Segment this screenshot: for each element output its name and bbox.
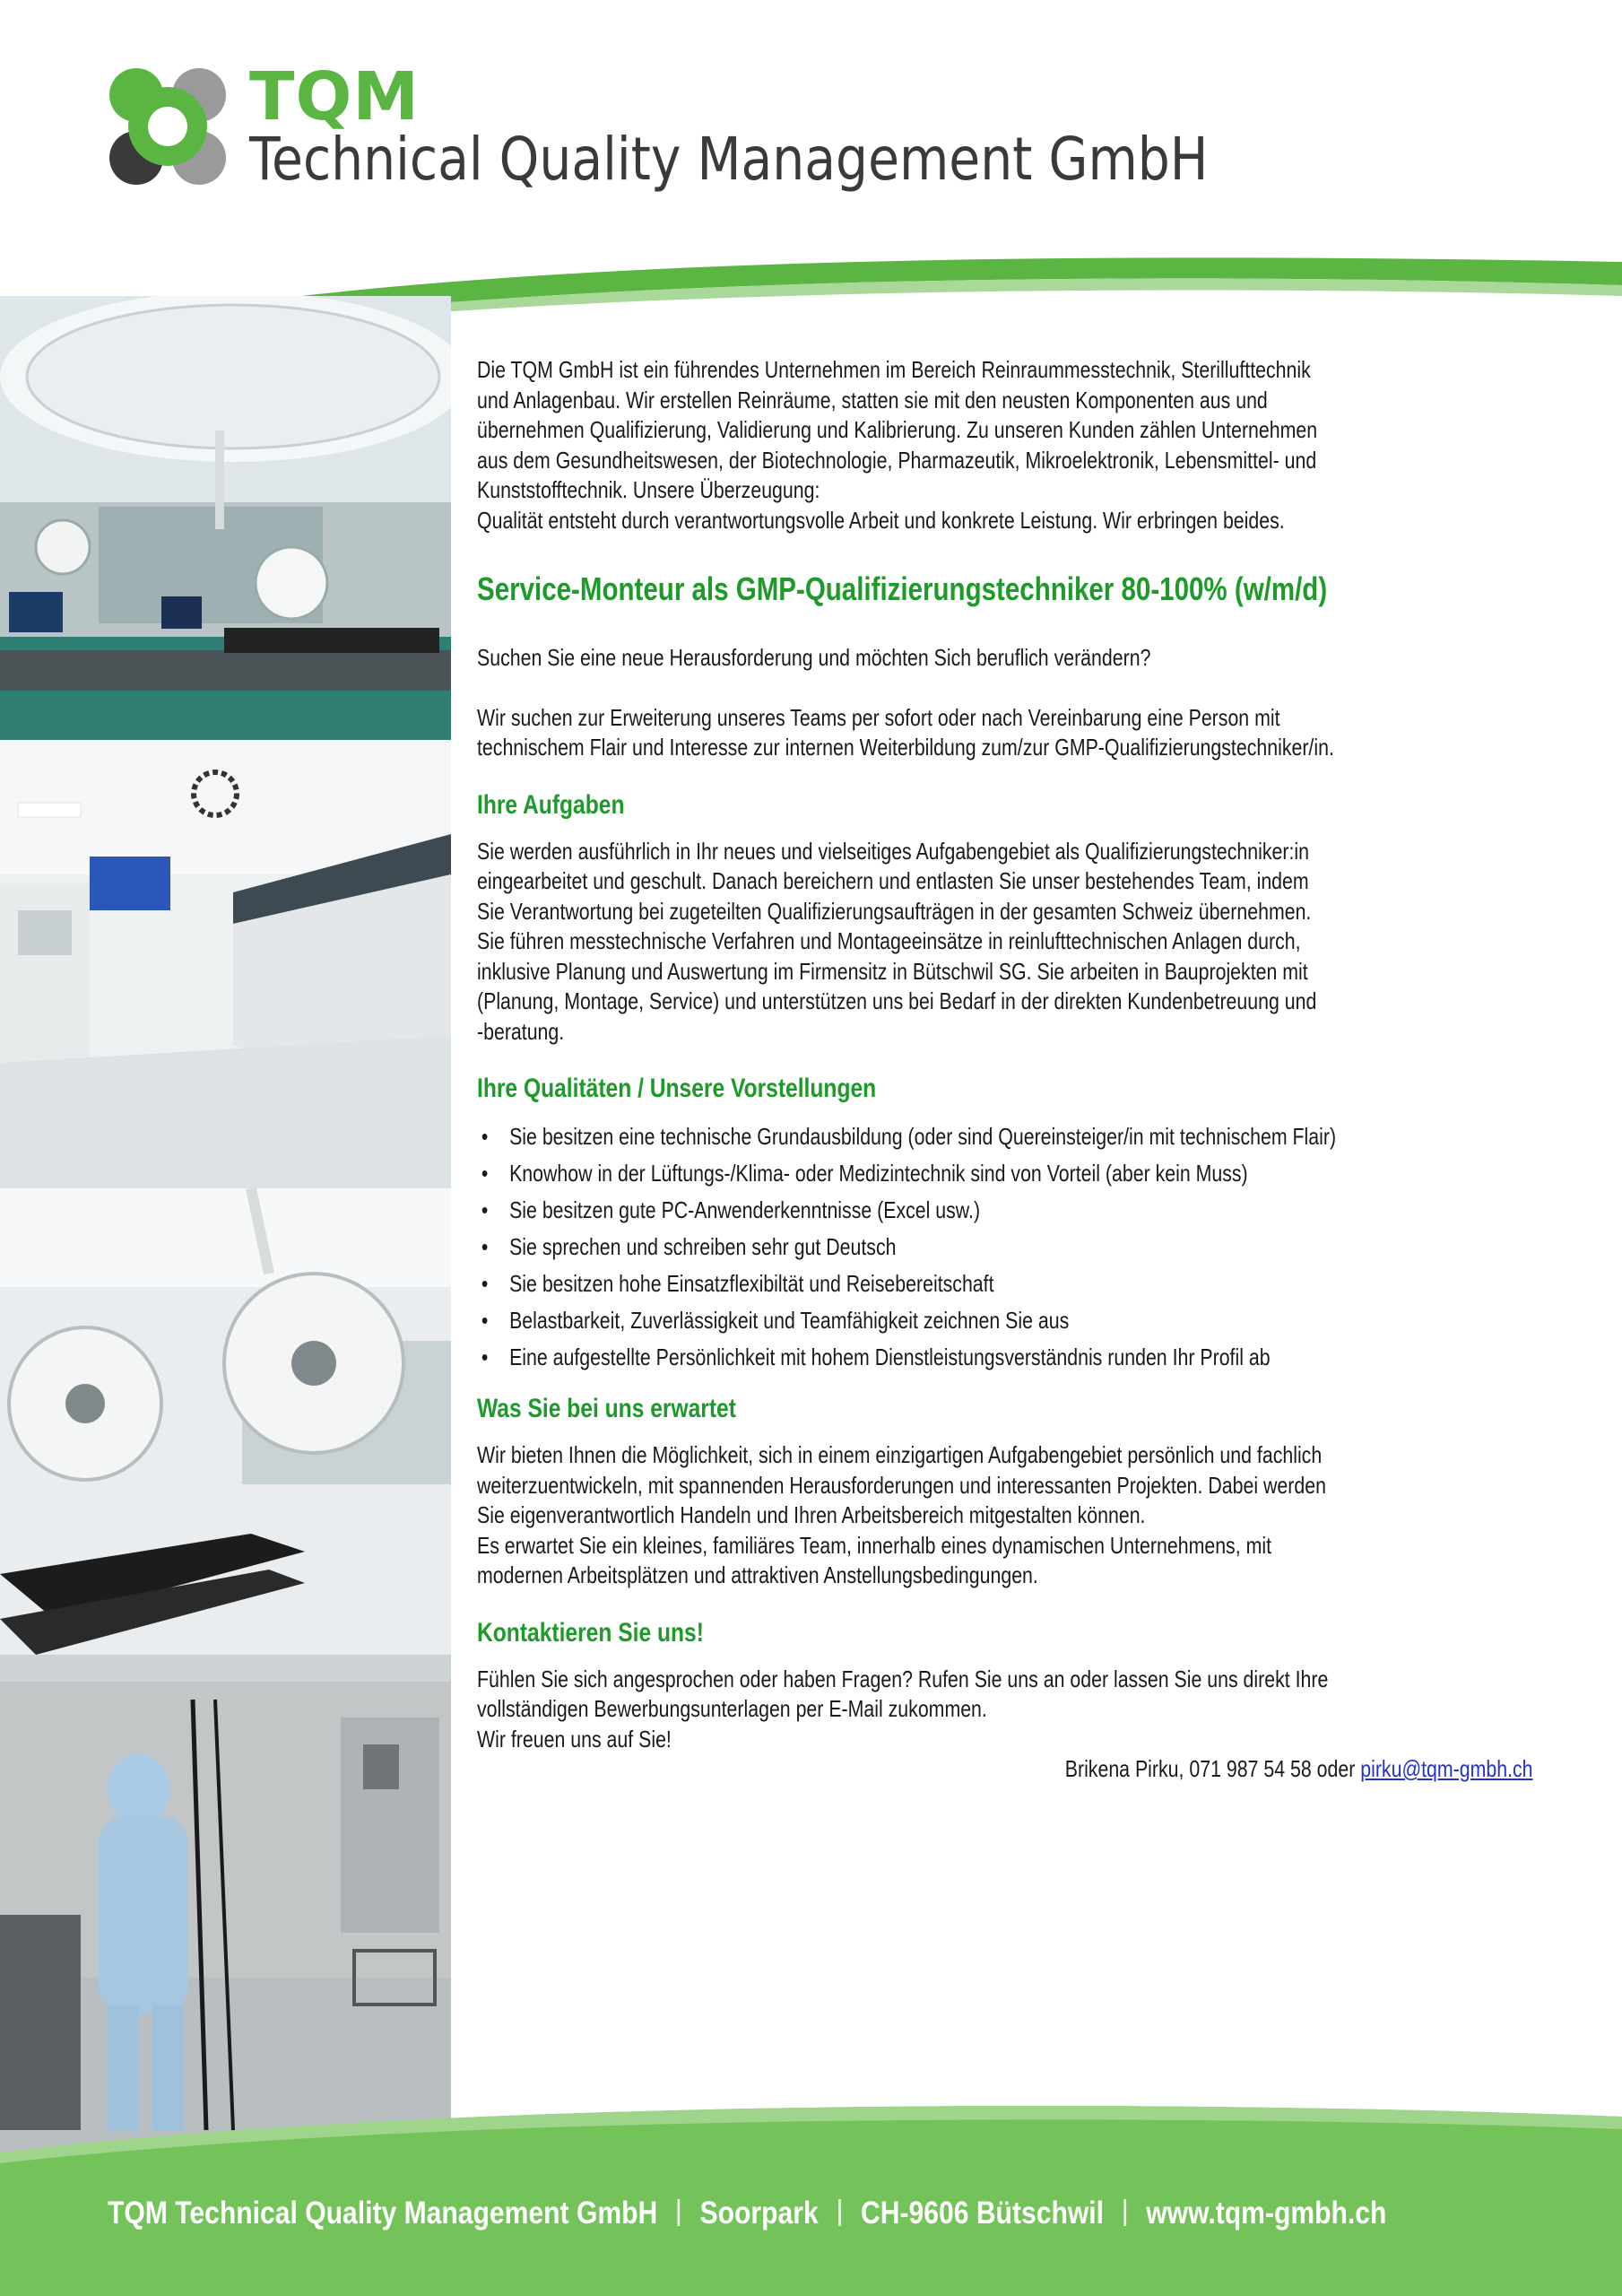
offer-heading: Was Sie bei uns erwartet — [477, 1394, 736, 1423]
intro-line: Kunststofftechnik. Unsere Überzeugung: — [477, 476, 820, 503]
tasks-line: inklusive Planung und Auswertung im Firmensitz in Bütschwil SG. Sie arbeiten in Bauprojekten mit — [477, 957, 1308, 985]
contact-line: Fühlen Sie sich angesprochen oder haben Fragen? Rufen Sie uns an oder lassen Sie uns direkt Ihre — [477, 1665, 1329, 1692]
cleanroom-technician-photo — [0, 1682, 451, 2152]
tasks-line: (Planung, Montage, Service) und unterstützen uns bei Bedarf in der direkten Kundenbetreuung und — [477, 987, 1317, 1014]
intro-line: aus dem Gesundheitswesen, der Biotechnologie, Pharmazeutik, Mikroelektronik, Lebensmittel- und — [477, 446, 1317, 474]
footer-web-link[interactable]: www.tqm-gmbh.ch — [1146, 2196, 1387, 2231]
list-item: • Sie besitzen gute PC-Anwenderkenntnisse (Excel usw.) — [477, 1192, 1584, 1229]
operating-room-photo — [0, 296, 451, 740]
contact-person-line — [477, 1754, 1584, 1785]
offer-line: Es erwartet Sie ein kleines, familiäres Team, innerhalb eines dynamischen Unternehmens, mit — [477, 1531, 1271, 1559]
list-item: • Sie besitzen hohe Einsatzflexibiltät und Reisebereitschaft — [477, 1265, 1584, 1302]
offer-line: Sie eigenverantwortlich Handeln und Ihren Arbeitsbereich mitgestalten können. — [477, 1501, 1146, 1528]
tasks-line: -beratung. — [477, 1017, 565, 1045]
qualities-list — [477, 1118, 1584, 1376]
footer-location: Soorpark — [699, 2196, 819, 2231]
job-title: Service-Monteur als GMP-Qualifizierungstechniker 80-100% (w/m/d) — [477, 570, 1328, 607]
job-ad-content — [477, 355, 1584, 1785]
tasks-line: Sie werden ausführlich in Ihr neues und vielseitiges Aufgabengebiet als Qualifizierungstechniker:in — [477, 837, 1309, 865]
list-item: • Belastbarkeit, Zuverlässigkeit und Teamfähigkeit zeichnen Sie aus — [477, 1302, 1584, 1339]
contact-line: vollständigen Bewerbungsunterlagen per E-Mail zukommen. — [477, 1695, 987, 1722]
footer-city: CH-9606 Bütschwil — [860, 2196, 1104, 2231]
tqm-logo-icon — [100, 59, 235, 194]
offer-line: modernen Arbeitsplätzen und attraktiven Anstellungsbedingungen. — [477, 1561, 1038, 1588]
lead-line: technischem Flair und Interesse zur internen Weiterbildung zum/zur GMP-Qualifizierungstechniker/in. — [477, 734, 1334, 761]
contact-heading: Kontaktieren Sie uns! — [477, 1617, 704, 1648]
offer-line: weiterzuentwickeln, mit spannenden Herausforderungen und interessanten Projekten. Dabei werden — [477, 1471, 1326, 1499]
cleanroom-empty-photo — [0, 740, 451, 1188]
tasks-line: eingearbeitet und geschult. Danach bereichern und entlasten Sie unser bestehendes Team, indem — [477, 867, 1309, 894]
photo-strip — [0, 296, 451, 2152]
footer-separator — [678, 2199, 681, 2226]
contact-email-link[interactable]: pirku@tqm-gmbh.ch — [1360, 1755, 1533, 1782]
footer-company: TQM Technical Quality Management GmbH — [108, 2196, 658, 2231]
list-item: • Sie sprechen und schreiben sehr gut Deutsch — [477, 1229, 1584, 1265]
footer-separator — [1123, 2199, 1126, 2226]
brand-full-name: Technical Quality Management GmbH — [249, 125, 1209, 194]
contact-person: Brikena Pirku, 071 987 54 58 oder — [1064, 1755, 1361, 1782]
offer-line: Wir bieten Ihnen die Möglichkeit, sich in einem einzigartigen Aufgabengebiet persönlich und fachlich — [477, 1441, 1323, 1468]
intro-line: übernehmen Qualifizierung, Validierung und Kalibrierung. Zu unseren Kunden zählen Unternehmen — [477, 416, 1318, 443]
lead-line: Wir suchen zur Erweiterung unseres Teams per sofort oder nach Vereinbarung eine Person mit — [477, 703, 1280, 731]
surgical-lights-photo — [0, 1188, 451, 1682]
lead-question: Suchen Sie eine neue Herausforderung und möchten Sich beruflich verändern? — [477, 644, 1151, 671]
tasks-line: Sie Verantwortung bei zugeteilten Qualifizierungsaufträgen in der gesamten Schweiz übernehmen. — [477, 897, 1312, 925]
intro-line: Qualität entsteht durch verantwortungsvolle Arbeit und konkrete Leistung. Wir erbringen beides. — [477, 506, 1285, 534]
list-item: • Sie besitzen eine technische Grundausbildung (oder sind Quereinsteiger/in mit technischem Flair) — [477, 1118, 1584, 1155]
intro-line: Die TQM GmbH ist ein führendes Unternehmen im Bereich Reinraummesstechnik, Sterillufttechnik — [477, 356, 1311, 383]
intro-line: und Anlagenbau. Wir erstellen Reinräume, statten sie mit den neusten Komponenten aus und — [477, 386, 1268, 413]
tasks-heading: Ihre Aufgaben — [477, 789, 625, 820]
footer-address — [108, 2194, 1387, 2233]
footer-separator — [838, 2199, 841, 2226]
list-item: • Knowhow in der Lüftungs-/Klima- oder Medizintechnik sind von Vorteil (aber kein Muss) — [477, 1155, 1584, 1192]
contact-line: Wir freuen uns auf Sie! — [477, 1725, 672, 1752]
brand-short-name: TQM — [249, 58, 421, 135]
tasks-line: Sie führen messtechnische Verfahren und Montageeinsätze in reinlufttechnischen Anlagen durch, — [477, 927, 1301, 954]
qualities-heading: Ihre Qualitäten / Unsere Vorstellungen — [477, 1074, 877, 1103]
list-item: • Eine aufgestellte Persönlichkeit mit hohem Dienstleistungsverständnis runden Ihr Profil ab — [477, 1339, 1584, 1376]
